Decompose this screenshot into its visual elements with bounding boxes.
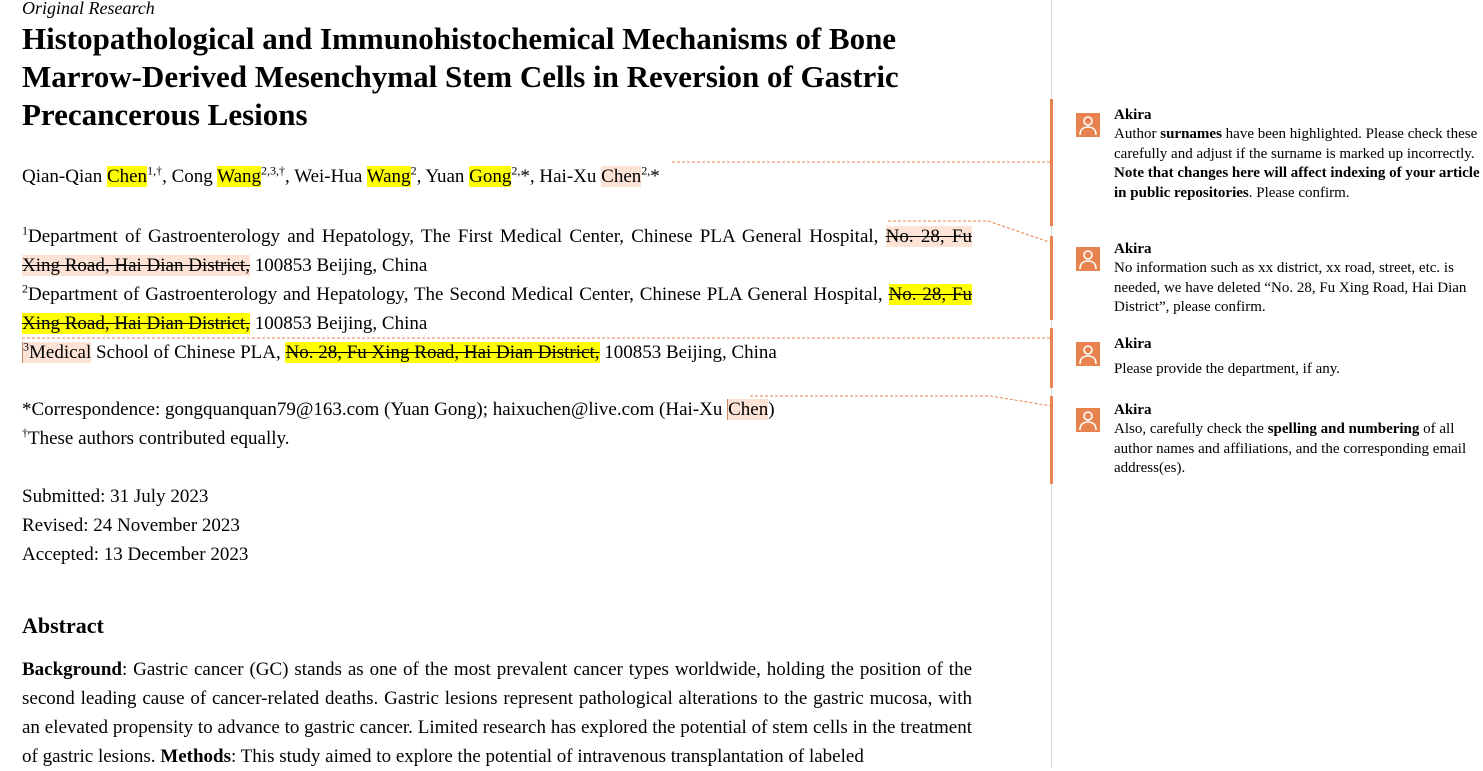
affiliation-tail: 100853 Beijing, China	[599, 342, 777, 363]
inserted-word: Medical	[29, 342, 92, 363]
author-given: Wei-Hua	[294, 166, 367, 187]
comment-author: Akira	[1114, 336, 1152, 352]
comment-text: No information such as xx district, xx road, street, etc. is needed, we have deleted “No. 28, Fu Xing Road, Hai Dian District”, please confirm.	[1114, 260, 1467, 315]
author-surname[interactable]: Wang	[366, 166, 411, 187]
comment-text-bold: Note that changes here will affect indexing of your article in public repositories	[1114, 165, 1480, 201]
comment-text-part: . Please confirm.	[1248, 184, 1350, 201]
author-sep: ,	[416, 166, 426, 187]
comment-author: Akira	[1114, 107, 1152, 123]
author-given: Cong	[171, 166, 218, 187]
comment-bar	[1050, 99, 1053, 226]
user-avatar-icon	[1076, 342, 1100, 366]
abstract-background-label: Background	[22, 659, 122, 680]
affiliation-tail: 100853 Beijing, China	[249, 313, 428, 334]
comment-author: Akira	[1114, 241, 1152, 257]
revised-date: Revised: 24 November 2023	[22, 515, 240, 536]
comment-connector-4	[750, 396, 1052, 406]
comment-text-part: Also, carefully check the	[1114, 421, 1268, 437]
user-avatar-icon	[1076, 247, 1100, 271]
abstract-background-text: : Gastric cancer (GC) stands as one of the most prevalent cancer types worldwide, holding the position of the second leading cause of cancer-related deaths. Gastric lesions represent pathological alterations to the gastric mucosa, with an elevated propensity to advance to gastric cancer. Limited research has explored the potential of stem cells in the treatment of gastric lesions.	[22, 659, 972, 767]
affiliation-number: 1	[22, 223, 28, 238]
accepted-date: Accepted: 13 December 2023	[22, 544, 249, 565]
author-sup: 2,	[641, 163, 651, 178]
author-given: Qian-Qian	[22, 166, 107, 187]
comment-bar	[1050, 236, 1053, 320]
dagger-mark: †	[22, 425, 28, 440]
author-sup: 2,	[511, 163, 521, 178]
author-sup: 1,†	[147, 163, 163, 178]
comment-text-bold: surnames	[1160, 126, 1222, 142]
author-sup: 2,3,†	[261, 163, 286, 178]
author-surname[interactable]: Wang	[217, 166, 262, 187]
submitted-date: Submitted: 31 July 2023	[22, 486, 209, 507]
deleted-address[interactable]: No. 28, Fu Xing Road, Hai Dian District,	[22, 284, 973, 334]
article-title: Histopathological and Immunohistochemical Mechanisms of Bone Marrow-Derived Mesenchymal Stem Cells in Reversion of Gastric Precancerous Lesions	[22, 21, 899, 132]
affiliation-3	[22, 338, 972, 367]
deleted-address[interactable]: No. 28, Fu Xing Road, Hai Dian District,	[285, 342, 600, 363]
affiliation-text: School of Chinese PLA,	[91, 342, 286, 363]
comment-text-bold: spelling and numbering	[1267, 421, 1420, 437]
author-given: Hai-Xu	[539, 166, 602, 187]
affiliation-tail: 100853 Beijing, China	[249, 255, 428, 276]
affiliation-number: 2	[22, 281, 28, 296]
correspondence	[22, 399, 775, 421]
equal-note-text: These authors contributed equally.	[28, 428, 290, 449]
abstract-methods-label: Methods	[160, 746, 231, 767]
affiliation-text: Department of Gastroenterology and Hepatology, The First Medical Center, Chinese PLA General Hospital,	[28, 226, 886, 247]
comment-bar	[1050, 328, 1053, 388]
comment-text: Please provide the department, if any.	[1114, 361, 1341, 377]
author-surname[interactable]: Gong	[469, 166, 512, 187]
comment-author: Akira	[1114, 402, 1152, 418]
user-avatar-icon	[1076, 408, 1100, 432]
author-surname[interactable]: Chen	[106, 166, 148, 187]
author-sep: *	[650, 166, 660, 187]
deleted-address[interactable]: No. 28, Fu Xing Road, Hai Dian District,	[22, 226, 972, 276]
comment-text-part: Author	[1114, 126, 1161, 142]
affiliation-text: Department of Gastroenterology and Hepatology, The Second Medical Center, Chinese PLA General Hospital,	[28, 284, 889, 305]
inserted-text[interactable]	[22, 339, 92, 363]
author-surname-commented[interactable]: Chen	[601, 166, 642, 187]
comment-text	[1114, 125, 1483, 203]
affiliation-number: 3	[23, 339, 29, 354]
article-type: Original Research	[22, 0, 155, 18]
abstract-paragraph	[22, 655, 972, 771]
correspondence-surname[interactable]: Chen	[728, 399, 769, 420]
abstract-heading: Abstract	[22, 613, 104, 638]
equal-contribution-note	[22, 425, 290, 450]
author-sep: ,	[162, 166, 172, 187]
author-sep: *,	[520, 166, 540, 187]
comment-text-part: have been highlighted. Please check these carefully and adjust if the surname is marked up incorrectly.	[1114, 126, 1478, 162]
comment-text-part: of all author names and affiliations, and the corresponding email address(es).	[1114, 421, 1467, 476]
comment-bar	[1050, 396, 1053, 484]
user-avatar-icon	[1076, 113, 1100, 137]
comment-text	[1114, 420, 1483, 479]
correspondence-close: )	[768, 399, 775, 420]
author-list	[22, 163, 660, 188]
author-given: Yuan	[425, 166, 470, 187]
affiliation-2	[22, 280, 972, 338]
author-sep: ,	[285, 166, 295, 187]
correspondence-text: *Correspondence: gongquanquan79@163.com (Yuan Gong); haixuchen@live.com (Hai-Xu	[22, 399, 728, 420]
affiliation-1	[22, 222, 972, 280]
abstract-methods-text: : This study aimed to explore the potential of intravenous transplantation of labeled	[231, 746, 864, 767]
author-sup: 2	[410, 163, 417, 178]
